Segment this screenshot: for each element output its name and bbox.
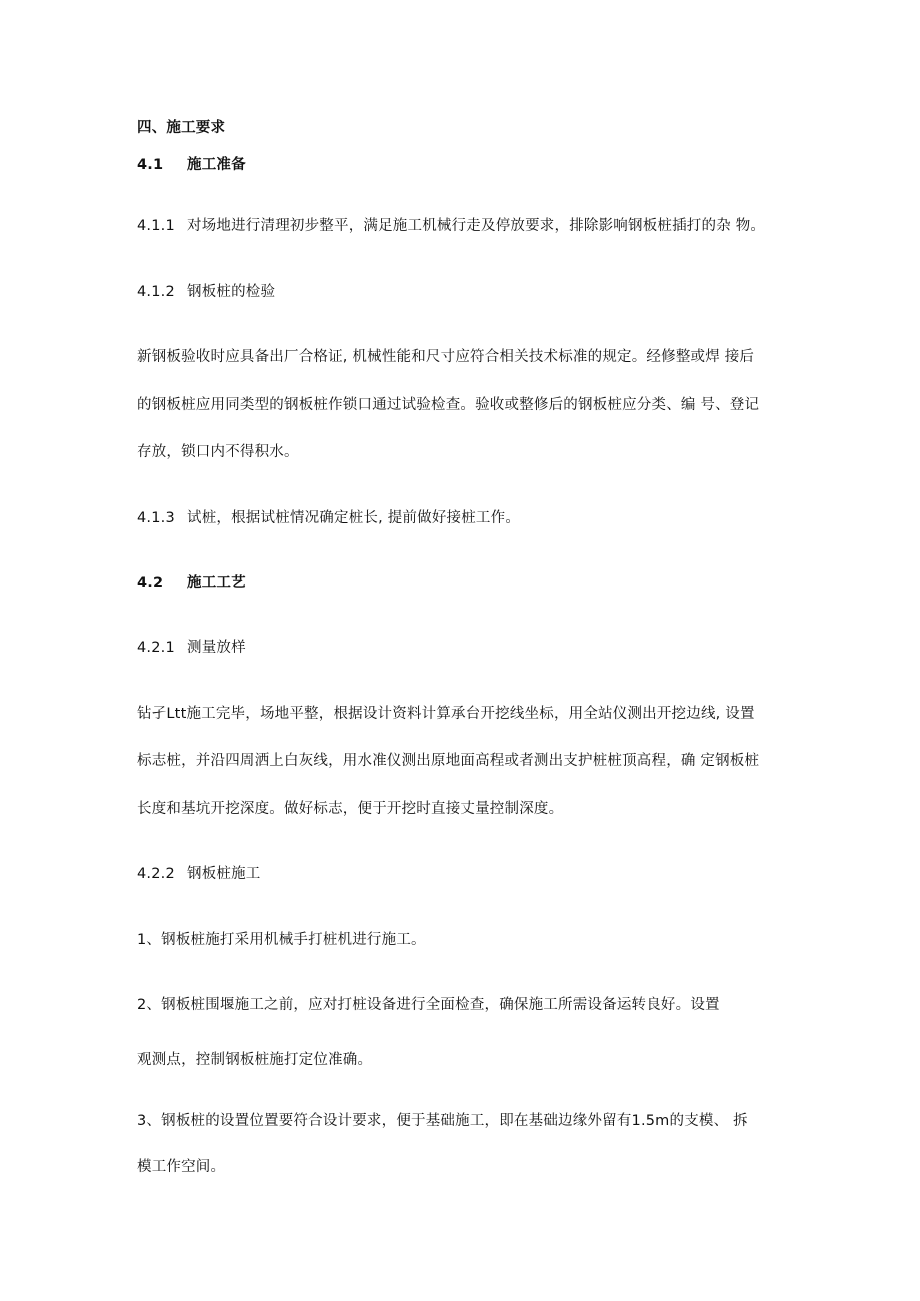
clause-4-1-1 [137, 216, 765, 236]
clause-text: 对场地进行清理初步整平，满足施工机械行走及停放要求，排除影响钢板桩插打的杂 物。 [187, 218, 766, 234]
heading-text: 施工工艺 [187, 575, 246, 591]
paragraph-line: 钻孑Ltt施工完毕，场地平整，根据设计资料计算承台开挖线坐标，用全站仪测出开挖边线, 设置 [137, 706, 755, 722]
clause-4-1-2 [137, 282, 275, 302]
clause-4-1-3 [137, 508, 520, 528]
list-item: 1、钢板桩施打采用机械手打桩机进行施工。 [137, 932, 426, 948]
clause-text: 测量放样 [187, 640, 246, 656]
heading-text: 施工准备 [187, 157, 246, 173]
list-item-continuation: 模工作空间。 [137, 1159, 226, 1175]
clause-number: 4.2.1 [137, 640, 175, 656]
list-item-continuation: 观测点，控制钢板桩施打定位准确。 [137, 1052, 373, 1068]
clause-number: 4.1.2 [137, 284, 175, 300]
clause-text: 钢板桩施工 [187, 866, 261, 882]
paragraph-line: 长度和基坑开挖深度。做好标志，便于开挖时直接丈量控制深度。 [137, 801, 564, 817]
paragraph-line: 标志桩，并沿四周洒上白灰线，用水准仪测出原地面高程或者测出支护桩桩顶高程，确 定钢板桩 [137, 753, 760, 769]
clause-number: 4.1.1 [137, 218, 175, 234]
heading-4-1 [137, 155, 246, 175]
clause-text: 试桩，根据试桩情况确定桩长, 提前做好接桩工作。 [187, 510, 521, 526]
paragraph-line: 的钢板桩应用同类型的钢板桩作锁口通过试验检查。验收或整修后的钢板桩应分类、编 号、登记 [137, 397, 760, 413]
paragraph-line: 新钢板验收时应具备出厂合格证, 机械性能和尺寸应符合相关技术标准的规定。经修整或焊 接后 [137, 349, 755, 365]
clause-number: 4.2.2 [137, 866, 175, 882]
section-title: 四、施工要求 [137, 120, 226, 136]
clause-4-2-1 [137, 638, 246, 658]
clause-4-2-2 [137, 864, 261, 884]
heading-number: 4.2 [137, 575, 164, 591]
clause-text: 钢板桩的检验 [187, 284, 276, 300]
list-item: 2、钢板桩围堰施工之前，应对打桩设备进行全面检查，确保施工所需设备运转良好。设置 [137, 997, 720, 1013]
heading-number: 4.1 [137, 157, 164, 173]
clause-number: 4.1.3 [137, 510, 175, 526]
paragraph-line: 存放，锁口内不得积水。 [137, 444, 299, 460]
list-item: 3、钢板桩的设置位置要符合设计要求，便于基础施工，即在基础边缘外留有1.5m的支模、 拆 [137, 1113, 748, 1129]
heading-4-2 [137, 573, 246, 593]
